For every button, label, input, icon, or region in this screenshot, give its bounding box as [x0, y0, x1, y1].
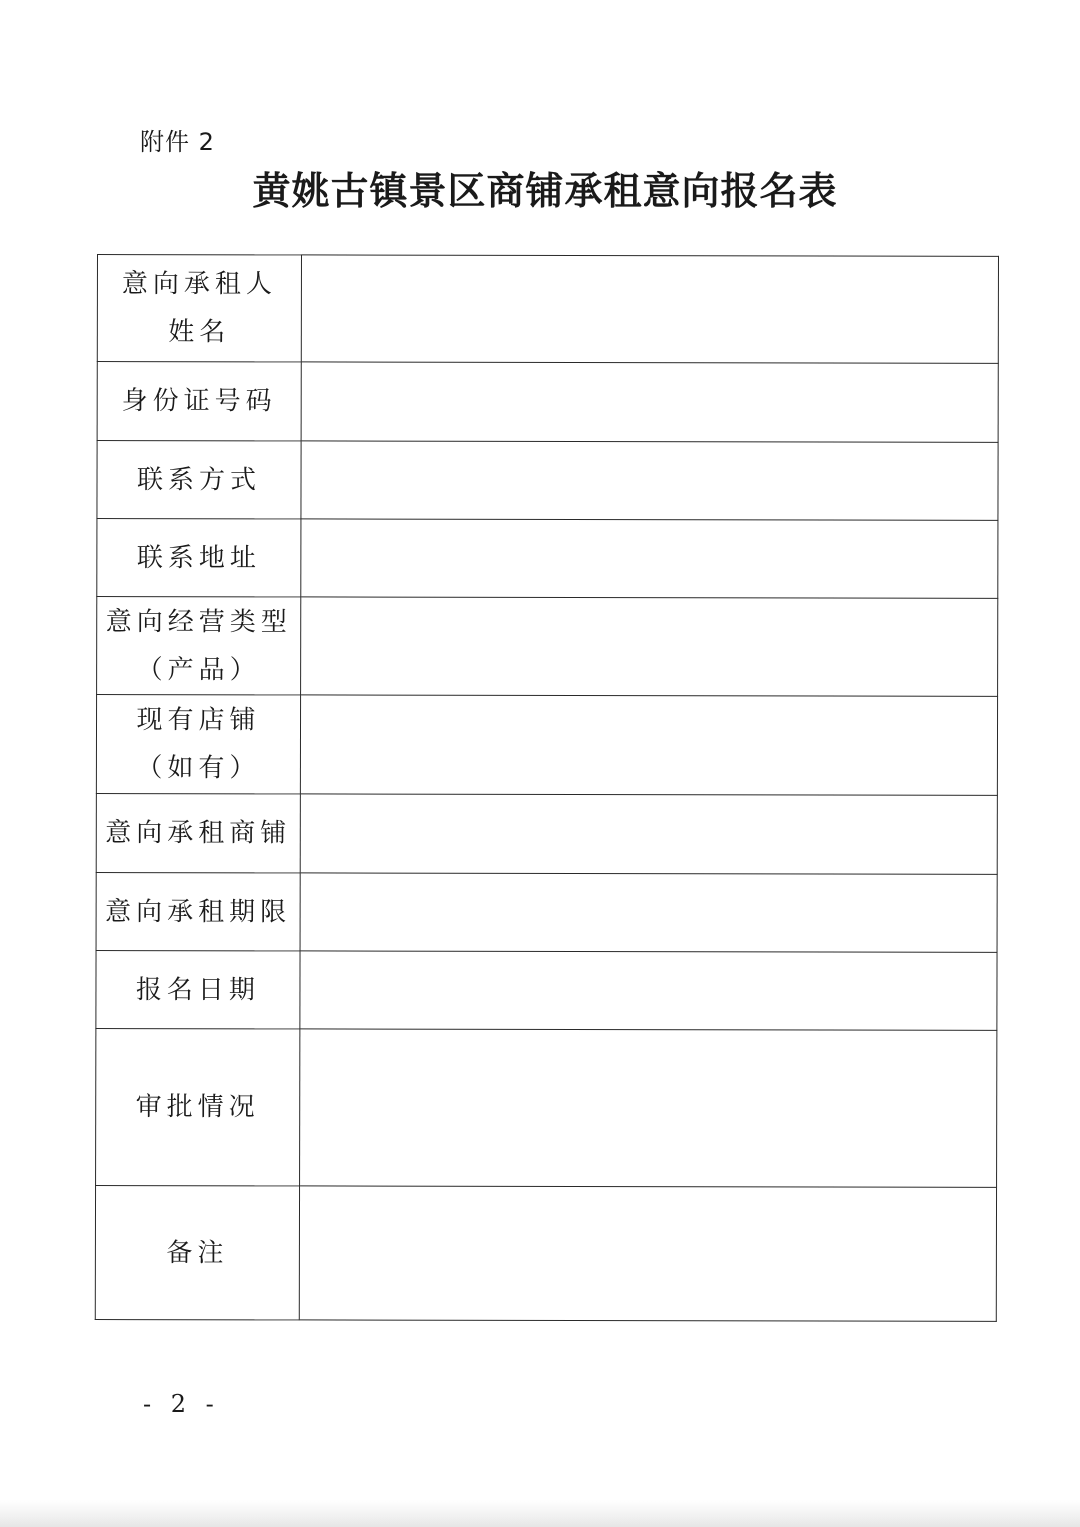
attachment-label: 附件 2	[140, 128, 215, 156]
scan-edge-shadow	[0, 1500, 1080, 1527]
label-line: （如有）	[136, 753, 261, 784]
field-applicant-name[interactable]	[301, 255, 998, 363]
label-line: 联系地址	[136, 542, 261, 573]
label-intended-shop	[96, 793, 300, 872]
label-line: 备注	[166, 1237, 229, 1268]
field-business-type[interactable]	[301, 597, 998, 696]
form-row-id-number	[97, 362, 998, 443]
label-line: 意向承租商铺	[105, 818, 292, 849]
label-line: 身份证号码	[121, 386, 277, 417]
label-line: 姓名	[168, 317, 231, 348]
field-registration-date[interactable]	[300, 951, 997, 1030]
form-row-remarks	[95, 1185, 996, 1321]
label-address	[97, 519, 301, 597]
label-registration-date	[96, 950, 300, 1028]
form-row-registration-date	[96, 950, 997, 1030]
label-line: 现有店铺	[136, 705, 261, 736]
field-address[interactable]	[301, 519, 998, 598]
field-lease-term[interactable]	[300, 873, 997, 952]
label-existing-shop	[96, 695, 300, 794]
label-remarks	[95, 1185, 299, 1319]
field-existing-shop[interactable]	[300, 695, 997, 795]
label-applicant-name	[97, 255, 301, 362]
label-line: （产品）	[136, 654, 261, 685]
label-line: 联系方式	[136, 464, 262, 495]
label-line: 意向承租期限	[105, 896, 292, 927]
label-line: 审批情况	[135, 1092, 260, 1123]
page-title: 黄姚古镇景区商铺承租意向报名表	[252, 168, 838, 213]
label-business-type	[97, 597, 301, 695]
form-row-approval	[96, 1028, 997, 1187]
label-line: 意向承租人	[121, 269, 277, 300]
form-row-contact	[97, 441, 998, 521]
label-approval	[96, 1028, 300, 1185]
label-contact	[97, 441, 301, 519]
field-remarks[interactable]	[299, 1186, 996, 1321]
label-line: 意向经营类型	[105, 606, 292, 637]
form-row-intended-shop	[96, 793, 997, 874]
form-row-business-type	[97, 597, 998, 697]
label-id-number	[97, 362, 301, 441]
field-approval[interactable]	[300, 1029, 997, 1187]
field-id-number[interactable]	[301, 362, 998, 442]
form-row-address	[97, 519, 998, 599]
form-row-applicant-name	[97, 255, 998, 364]
field-intended-shop[interactable]	[300, 794, 997, 874]
field-contact[interactable]	[301, 441, 998, 520]
label-line: 报名日期	[135, 974, 260, 1005]
form-row-existing-shop	[96, 695, 997, 796]
label-lease-term	[96, 872, 300, 950]
registration-form-table	[95, 254, 999, 1322]
page-number: - 2 -	[143, 1390, 220, 1418]
form-row-lease-term	[96, 872, 997, 952]
